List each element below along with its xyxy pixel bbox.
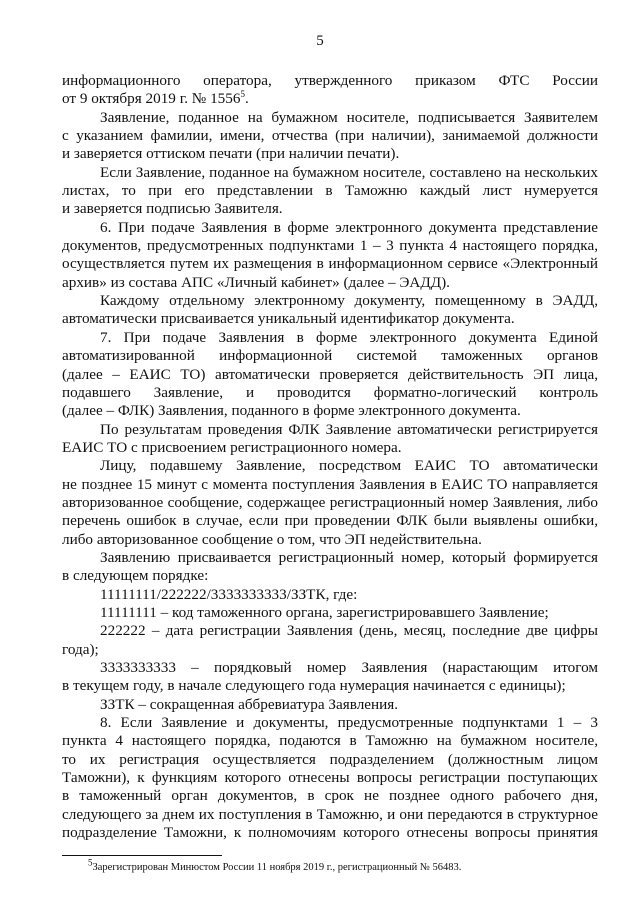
paragraph-line: в текущем году, в начале следующего года нумерация начинается с единицы);: [62, 677, 566, 695]
paragraph: [62, 586, 598, 604]
paragraph-line: (далее – ФЛК) Заявления, поданного в форме электронного документа.: [62, 402, 521, 420]
paragraph-line: информационного оператора, утвержденного приказом ФТС России: [62, 72, 598, 89]
footnote: [88, 857, 462, 873]
paragraph-line: 11111111 – код таможенного органа, зарегистрировавшего Заявление;: [100, 603, 549, 621]
paragraph-line: 6. При подаче Заявления в форме электронного документа представление: [100, 218, 598, 236]
paragraph-line: ЗЗТК – сокращенная аббревиатура Заявления.: [100, 695, 399, 713]
paragraph: [62, 659, 598, 696]
paragraph-line: архив» из состава АПС «Личный кабинет» (далее – ЭАДД).: [62, 273, 450, 291]
paragraph-line: Заявлению присваивается регистрационный номер, который формируется: [100, 548, 598, 566]
paragraph-line: Заявление, поданное на бумажном носителе, подписывается Заявителем: [100, 108, 598, 126]
paragraph-line: авторизованное сообщение, содержащее регистрационный номер Заявления, либо: [62, 493, 598, 511]
paragraph: [62, 421, 598, 458]
document-body: [62, 72, 598, 842]
paragraph-line: в таможенный орган документов, в срок не позднее одного рабочего дня,: [62, 787, 598, 805]
paragraph-line: в следующем порядке:: [62, 567, 209, 585]
paragraph: [62, 109, 598, 164]
paragraph-line: пункта 4 настоящего порядка, подаются в Таможню на бумажном носителе,: [62, 732, 598, 750]
paragraph-line: автоматизированной информационной системой таможенных органов: [62, 347, 598, 365]
paragraph: [62, 219, 598, 292]
footnote-marker: 5: [88, 857, 93, 868]
paragraph: [62, 329, 598, 421]
paragraph-line: документов, предусмотренных подпунктами 1 – 3 пункта 4 настоящего порядка,: [62, 237, 598, 255]
paragraph: [62, 604, 598, 622]
paragraph: [62, 714, 598, 842]
paragraph-line: 222222 – дата регистрации Заявления (день, месяц, последние две цифры: [100, 622, 598, 640]
paragraph-line: автоматически присваивается уникальный идентификатор документа.: [62, 310, 515, 328]
paragraph-line: Каждому отдельному электронному документу, помещенному в ЭАДД,: [100, 292, 598, 310]
paragraph-line: 11111111/222222/3333333333/ЗЗТК, где:: [100, 585, 358, 603]
paragraph-line: следующего за днем их поступления в Таможню, и они передаются в структурное: [62, 805, 598, 823]
paragraph-line: 7. При подаче Заявления в форме электронного документа Единой: [100, 328, 598, 346]
paragraph: [62, 164, 598, 219]
paragraph: [62, 292, 598, 329]
paragraph-line: подавшего Заявление, и проводится форматно-логический контроль: [62, 383, 598, 401]
paragraph-line: и заверяется оттиском печати (при наличии печати).: [62, 145, 400, 163]
paragraph-line: года);: [62, 640, 99, 658]
paragraph-line: от 9 октября 2019 г. № 1556: [62, 90, 241, 108]
paragraph-line: подразделение Таможни, к полномочиям которого отнесены вопросы принятия: [62, 824, 598, 842]
paragraph: [62, 457, 598, 549]
paragraph: [62, 549, 598, 586]
paragraph: [62, 72, 598, 109]
paragraph-line: [62, 90, 598, 108]
paragraph-line: Лицу, подавшему Заявление, посредством ЕАИС ТО автоматически: [100, 457, 598, 475]
paragraph-line: с указанием фамилии, имени, отчества (при наличии), занимаемой должности: [62, 127, 598, 145]
sentence-end: .: [244, 90, 249, 108]
paragraph-line: (далее – ЕАИС ТО) автоматически проверяется действительность ЭП лица,: [62, 365, 598, 383]
paragraph-line: и заверяется подписью Заявителя.: [62, 200, 283, 218]
paragraph-line: осуществляется путем их размещения в информационном сервисе «Электронный: [62, 255, 598, 273]
paragraph: [62, 696, 598, 714]
paragraph-line: По результатам проведения ФЛК Заявление автоматически регистрируется: [100, 420, 598, 438]
page-number: 5: [316, 33, 324, 49]
paragraph-line: 8. Если Заявление и документы, предусмотренные подпунктами 1 – 3: [100, 714, 598, 732]
paragraph-line: Таможни), к функциям которого отнесены вопросы регистрации поступающих: [62, 769, 598, 787]
paragraph: [62, 622, 598, 659]
paragraph-line: то их регистрация осуществляется подразделением (должностным лицом: [62, 750, 598, 768]
paragraph-line: 3333333333 – порядковый номер Заявления (нарастающим итогом: [100, 659, 598, 676]
paragraph-line: листах, то при его представлении в Таможню каждый лист нумеруется: [62, 182, 598, 200]
paragraph-line: перечень ошибок в случае, если при проведении ФЛК были выявлены ошибки,: [62, 512, 598, 530]
paragraph-line: Если Заявление, поданное на бумажном носителе, составлено на нескольких: [100, 163, 598, 181]
footnote-separator: [62, 855, 222, 856]
footnote-reference: 5: [240, 89, 245, 100]
footnote-text: Зарегистрирован Минюстом России 11 ноября 2019 г., регистрационный № 56483.: [92, 862, 462, 873]
paragraph-line: либо авторизованное сообщение о том, что ЭП недействительна.: [62, 530, 482, 548]
paragraph-line: не позднее 15 минут с момента поступления Заявления в ЕАИС ТО направляется: [62, 475, 598, 493]
paragraph-line: ЕАИС ТО с присвоением регистрационного номера.: [62, 438, 402, 456]
